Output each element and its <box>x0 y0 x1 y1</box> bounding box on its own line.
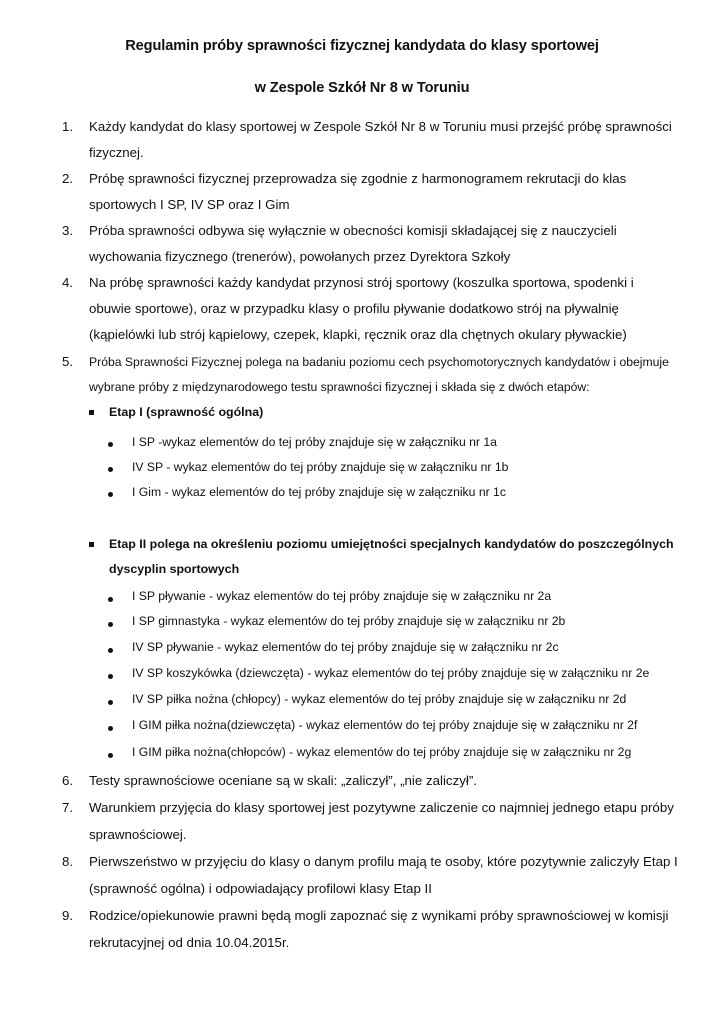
document-title-line-2: w Zespole Szkół Nr 8 w Toruniu <box>254 80 470 96</box>
document-title-line-1: Regulamin próby sprawności fizycznej kandydata do klasy sportowej <box>125 38 599 54</box>
etap-2-bullet: IV SP piłka nożna (chłopcy) - wykaz elementów do tej próby znajduje się w załączniku nr 2d <box>132 692 627 706</box>
item-text: wybrane próby z międzynarodowego testu sprawności fizycznej i składa się z dwóch etapów: <box>89 380 590 394</box>
item-number: 6. <box>62 773 74 788</box>
item-number: 7. <box>62 800 74 815</box>
item-number: 4. <box>62 275 74 290</box>
item-number: 1. <box>62 119 74 134</box>
item-text: fizycznej. <box>89 145 144 160</box>
item-text: sportowych I SP, IV SP oraz I Gim <box>89 197 290 212</box>
item-number: 3. <box>62 223 74 238</box>
item-text: Testy sprawnościowe oceniane są w skali: „zaliczył”, „nie zaliczył”. <box>89 773 477 788</box>
item-text: Rodzice/opiekunowie prawni będą mogli zapoznać się z wynikami próby sprawnościowej w komisji <box>89 908 669 923</box>
item-text: (sprawność ogólna) i odpowiadający profilowi klasy Etap II <box>89 881 432 896</box>
item-text: rekrutacyjnej od dnia 10.04.2015r. <box>89 935 290 950</box>
item-number: 2. <box>62 171 74 186</box>
item-text: obuwie sportowe), oraz w przypadku klasy o profilu pływanie dodatkowo strój na pływalnię <box>89 301 619 316</box>
etap-1-bullet: I SP -wykaz elementów do tej próby znajduje się w załączniku nr 1a <box>132 435 497 449</box>
bullet-dot-icon <box>108 442 113 447</box>
bullet-dot-icon <box>108 492 113 497</box>
etap-1-heading: Etap I (sprawność ogólna) <box>109 405 264 419</box>
etap-2-bullet: IV SP pływanie - wykaz elementów do tej próby znajduje się w załączniku nr 2c <box>132 640 559 654</box>
item-text: (kąpielówki lub strój kąpielowy, czepek, klapki, ręcznik oraz dla chętnych okulary pływackie) <box>89 327 627 342</box>
bullet-dot-icon <box>108 648 113 653</box>
bullet-dot-icon <box>108 726 113 731</box>
etap-1-bullet: I Gim - wykaz elementów do tej próby znajduje się w załączniku nr 1c <box>132 485 506 499</box>
item-number: 8. <box>62 854 74 869</box>
etap-2-heading: dyscyplin sportowych <box>109 562 240 576</box>
etap-2-heading: Etap II polega na określeniu poziomu umiejętności specjalnych kandydatów do poszczególnych <box>109 537 674 551</box>
item-text: Każdy kandydat do klasy sportowej w Zespole Szkół Nr 8 w Toruniu musi przejść próbę sprawności <box>89 119 672 134</box>
bullet-dot-icon <box>108 597 113 602</box>
etap-2-bullet: I SP pływanie - wykaz elementów do tej próby znajduje się w załączniku nr 2a <box>132 589 552 603</box>
bullet-dot-icon <box>108 467 113 472</box>
etap-2-bullet: I GIM piłka nożna(chłopców) - wykaz elementów do tej próby znajduje się w załączniku nr 2g <box>132 745 632 759</box>
bullet-dot-icon <box>108 700 113 705</box>
etap-2-bullet: I GIM piłka nożna(dziewczęta) - wykaz elementów do tej próby znajduje się w załączniku nr 2f <box>132 718 638 732</box>
item-number: 9. <box>62 908 74 923</box>
item-text: wychowania fizycznego (trenerów), powołanych przez Dyrektora Szkoły <box>89 249 511 264</box>
square-bullet-icon <box>89 542 94 547</box>
item-text: Próba Sprawności Fizycznej polega na badaniu poziomu cech psychomotorycznych kandydatów i obejmuje <box>89 355 669 369</box>
item-text: Warunkiem przyjęcia do klasy sportowej jest pozytywne zaliczenie co najmniej jednego etapu próby <box>89 800 674 815</box>
bullet-dot-icon <box>108 674 113 679</box>
bullet-dot-icon <box>108 622 113 627</box>
item-text: Pierwszeństwo w przyjęciu do klasy o danym profilu mają te osoby, które pozytywnie zaliczyły Etap I <box>89 854 678 869</box>
etap-1-bullet: IV SP - wykaz elementów do tej próby znajduje się w załączniku nr 1b <box>132 460 509 474</box>
square-bullet-icon <box>89 410 94 415</box>
item-text: Na próbę sprawności każdy kandydat przynosi strój sportowy (koszulka sportowa, spodenki i <box>89 275 634 290</box>
bullet-dot-icon <box>108 753 113 758</box>
item-text: Próbę sprawności fizycznej przeprowadza się zgodnie z harmonogramem rekrutacji do klas <box>89 171 627 186</box>
item-number: 5. <box>62 354 74 369</box>
item-text: sprawnościowej. <box>89 827 187 842</box>
etap-2-bullet: IV SP koszykówka (dziewczęta) - wykaz elementów do tej próby znajduje się w załączniku nr 2e <box>132 666 650 680</box>
etap-2-bullet: I SP gimnastyka - wykaz elementów do tej próby znajduje się w załączniku nr 2b <box>132 614 566 628</box>
item-text: Próba sprawności odbywa się wyłącznie w obecności komisji składającej się z nauczycieli <box>89 223 617 238</box>
